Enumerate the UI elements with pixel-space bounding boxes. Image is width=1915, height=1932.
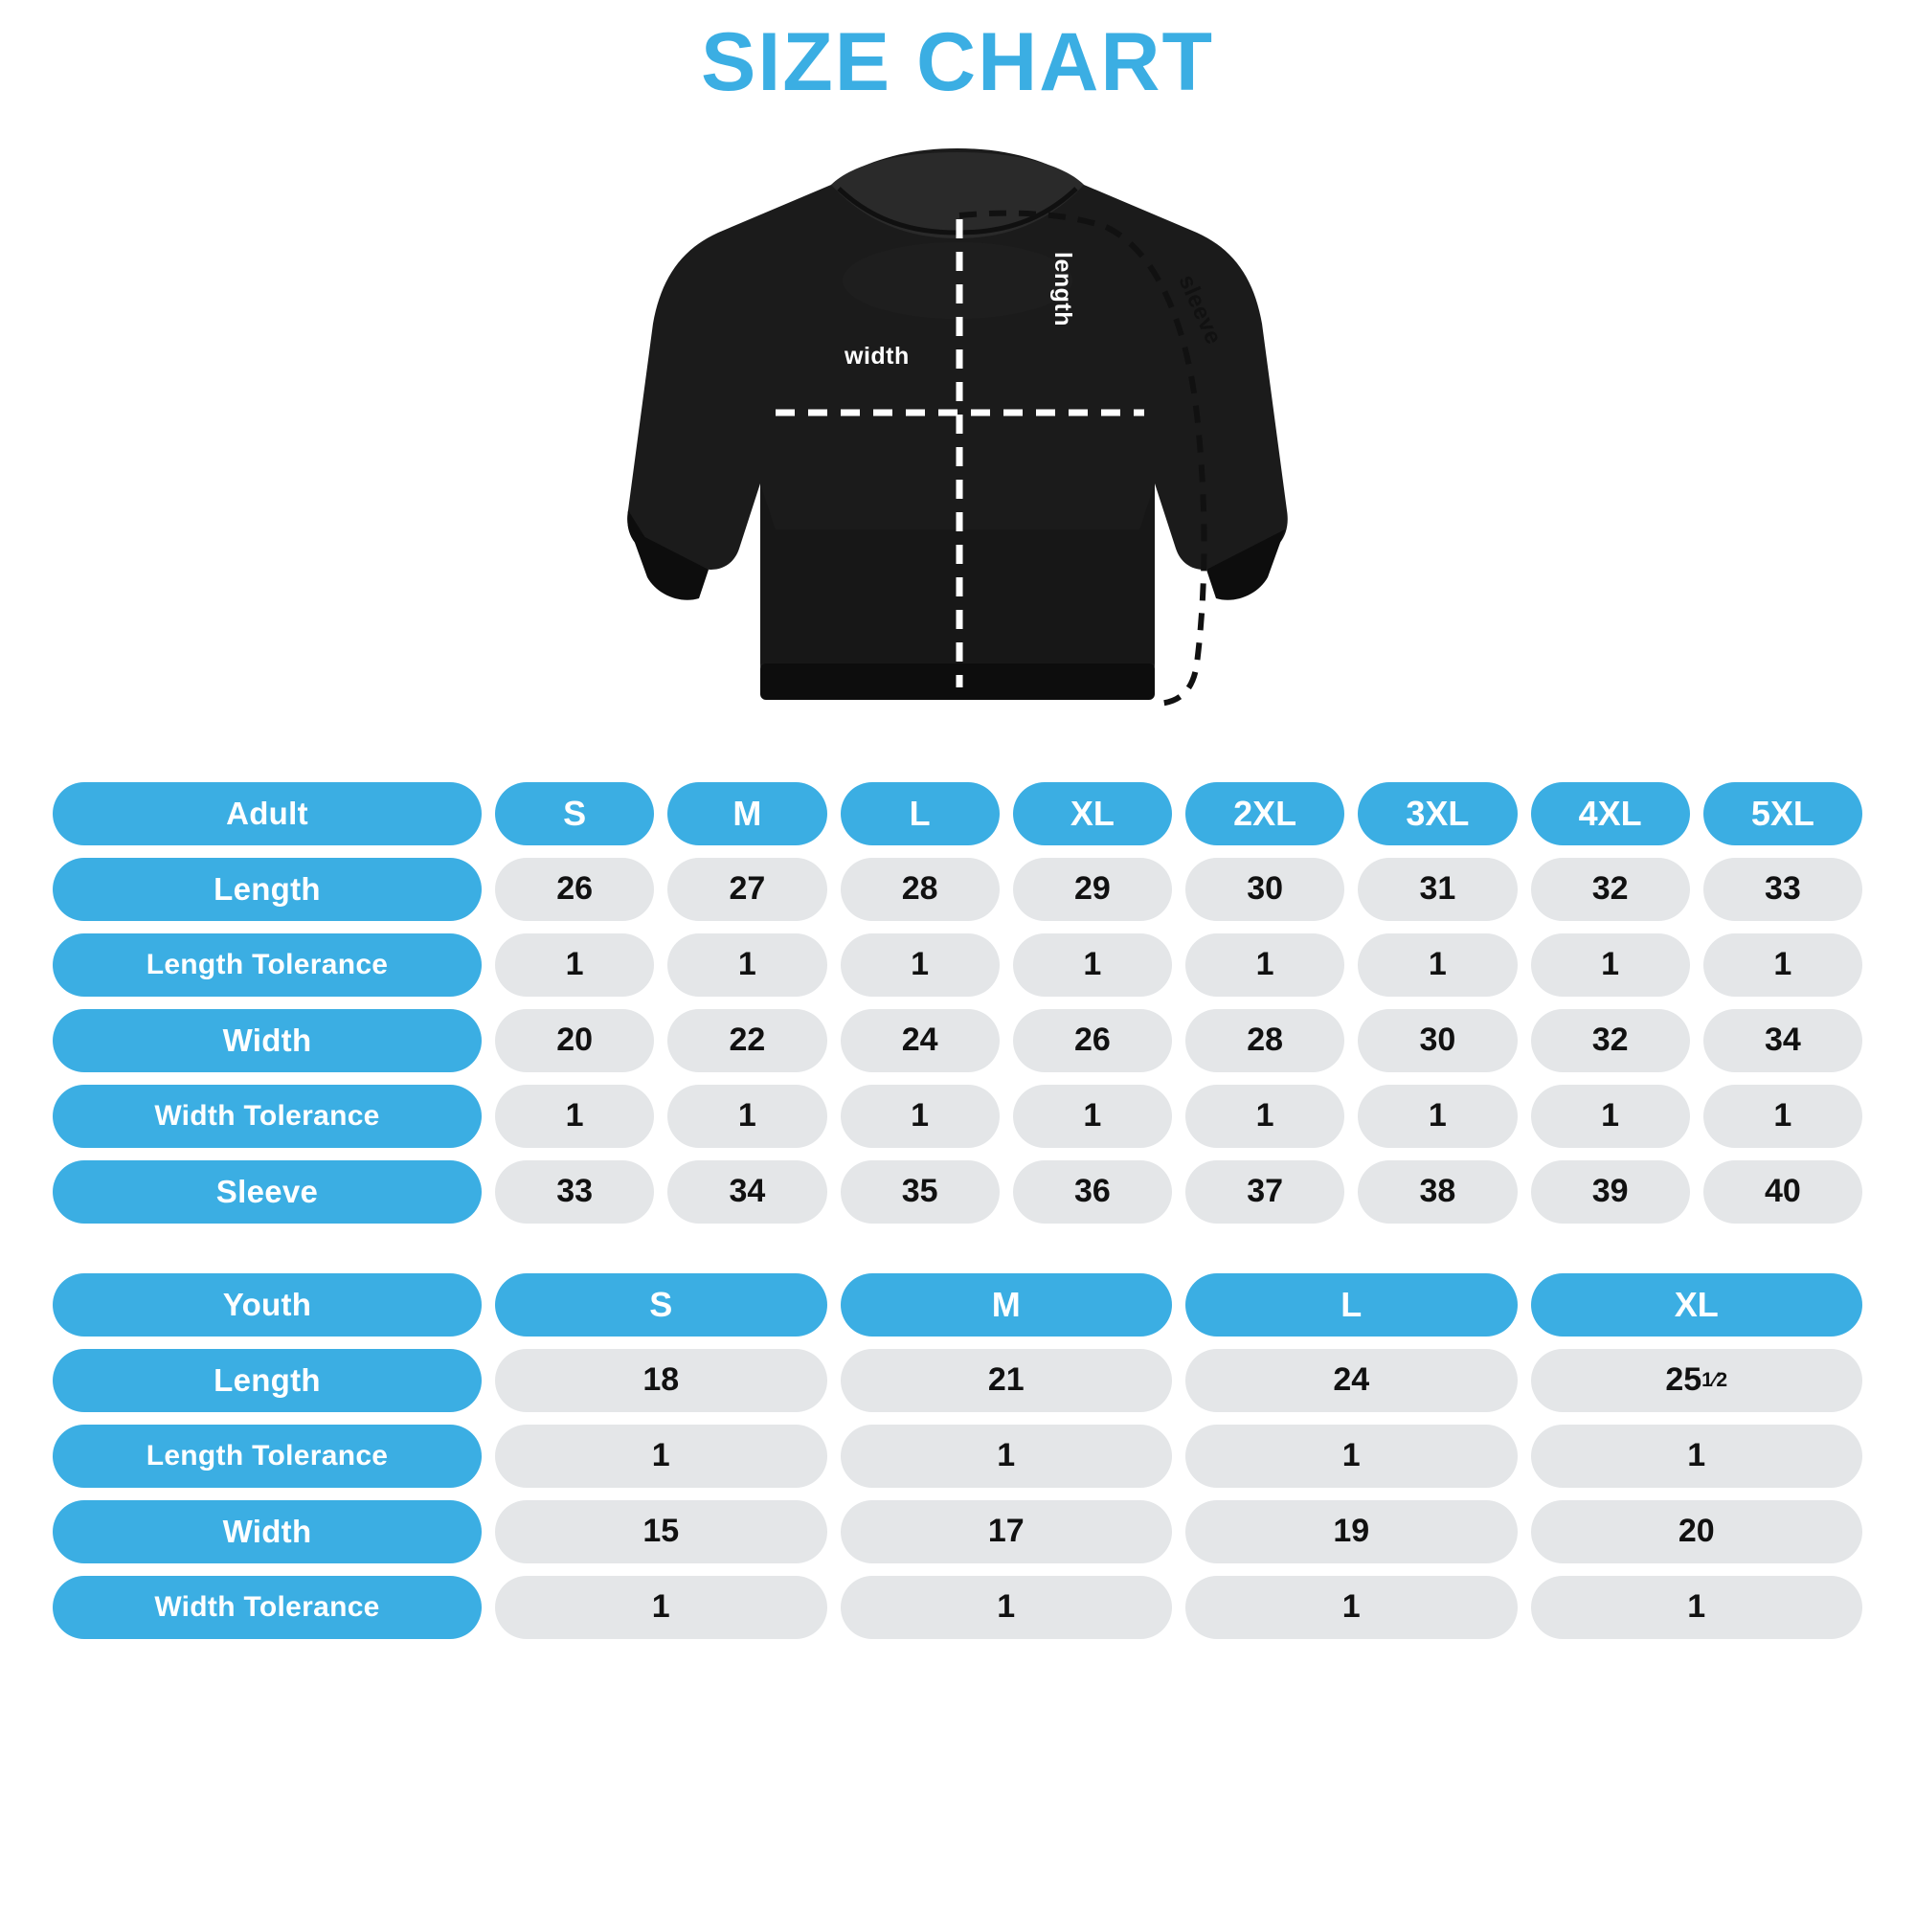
- row-label-length-tolerance: Length Tolerance: [53, 1425, 482, 1488]
- fraction-glyph: 1⁄2: [1701, 1369, 1728, 1392]
- cell-value: 19: [1185, 1500, 1518, 1563]
- youth-size-table: [53, 1273, 1862, 1639]
- row-values-width-tolerance: [495, 1085, 1862, 1148]
- cell-value: 1: [1531, 933, 1690, 997]
- cell-value: 22: [667, 1009, 826, 1072]
- size-header-l: L: [1185, 1273, 1518, 1337]
- cell-value: 30: [1185, 858, 1344, 921]
- row-label-length-tolerance: Length Tolerance: [53, 933, 482, 997]
- table-row: [53, 1349, 1862, 1412]
- cell-value: 26: [1013, 1009, 1172, 1072]
- cell-value: 1: [1185, 1085, 1344, 1148]
- row-label-length: Length: [53, 1349, 482, 1412]
- row-values-width: [495, 1500, 1862, 1563]
- row-label-sleeve: Sleeve: [53, 1160, 482, 1224]
- cell-value: 1: [1703, 1085, 1862, 1148]
- row-values-length-tolerance: [495, 933, 1862, 997]
- cell-value: 1: [841, 1425, 1173, 1488]
- cell-value: 32: [1531, 1009, 1690, 1072]
- adult-size-table: [53, 782, 1862, 1224]
- page-title: SIZE CHART: [701, 16, 1214, 108]
- cell-value: 1: [495, 933, 654, 997]
- cell-value: 17: [841, 1500, 1173, 1563]
- cell-value: 24: [841, 1009, 1000, 1072]
- cell-value: 1: [841, 1085, 1000, 1148]
- cell-value: 39: [1531, 1160, 1690, 1224]
- size-header-s: S: [495, 782, 654, 845]
- size-header-m: M: [841, 1273, 1173, 1337]
- youth-size-headers: [495, 1273, 1862, 1337]
- cell-value: 28: [841, 858, 1000, 921]
- cell-value: 1: [1531, 1425, 1863, 1488]
- cell-value: 1: [495, 1085, 654, 1148]
- table-row: [53, 1500, 1862, 1563]
- cell-value: 21: [841, 1349, 1173, 1412]
- row-label-width: Width: [53, 1009, 482, 1072]
- cell-value: 36: [1013, 1160, 1172, 1224]
- cell-value: 34: [1703, 1009, 1862, 1072]
- cell-value: 1: [1013, 933, 1172, 997]
- row-values-length-tolerance: [495, 1425, 1862, 1488]
- cell-value: 1: [667, 933, 826, 997]
- cell-value-fraction: 25 1⁄2: [1531, 1349, 1863, 1412]
- garment-illustration: [53, 108, 1862, 778]
- cell-value: 1: [1531, 1085, 1690, 1148]
- cell-value: 1: [1185, 1425, 1518, 1488]
- row-label-width-tolerance: Width Tolerance: [53, 1085, 482, 1148]
- cell-value: 1: [1185, 1576, 1518, 1639]
- row-label-width-tolerance: Width Tolerance: [53, 1576, 482, 1639]
- cell-value: 1: [1358, 933, 1517, 997]
- sweatshirt-svg: [622, 127, 1293, 759]
- cell-value: 1: [1703, 933, 1862, 997]
- row-values-width: [495, 1009, 1862, 1072]
- row-label-width: Width: [53, 1500, 482, 1563]
- cell-value: 1: [495, 1425, 827, 1488]
- cell-value: 28: [1185, 1009, 1344, 1072]
- cell-value: 1: [495, 1576, 827, 1639]
- cell-value: 29: [1013, 858, 1172, 921]
- size-header-s: S: [495, 1273, 827, 1337]
- cell-value: 15: [495, 1500, 827, 1563]
- row-values-length: [495, 1349, 1862, 1412]
- cell-value: 1: [667, 1085, 826, 1148]
- row-label-length: Length: [53, 858, 482, 921]
- cell-value: 26: [495, 858, 654, 921]
- size-header-l: L: [841, 782, 1000, 845]
- cell-value: 32: [1531, 858, 1690, 921]
- length-label: length: [1049, 251, 1076, 326]
- cell-value: 1: [841, 933, 1000, 997]
- size-header-4xl: 4XL: [1531, 782, 1690, 845]
- cell-value: 37: [1185, 1160, 1344, 1224]
- table-row: [53, 1160, 1862, 1224]
- cell-value: 34: [667, 1160, 826, 1224]
- table-row: [53, 933, 1862, 997]
- size-header-m: M: [667, 782, 826, 845]
- cell-value: 1: [1185, 933, 1344, 997]
- table-row: [53, 1009, 1862, 1072]
- cell-value: 40: [1703, 1160, 1862, 1224]
- table-row: [53, 858, 1862, 921]
- cell-value: 33: [495, 1160, 654, 1224]
- cell-value: 20: [495, 1009, 654, 1072]
- youth-header-label: Youth: [53, 1273, 482, 1337]
- size-header-xl: XL: [1013, 782, 1172, 845]
- size-chart-page: [0, 17, 1915, 1932]
- table-row: [53, 1576, 1862, 1639]
- cell-value: 27: [667, 858, 826, 921]
- table-header-row: [53, 1273, 1862, 1337]
- table-row: [53, 1085, 1862, 1148]
- table-row: [53, 1425, 1862, 1488]
- cell-value: 1: [841, 1576, 1173, 1639]
- table-header-row: [53, 782, 1862, 845]
- adult-size-headers: [495, 782, 1862, 845]
- cell-value: 1: [1531, 1576, 1863, 1639]
- cell-value: 24: [1185, 1349, 1518, 1412]
- cell-value: 1: [1358, 1085, 1517, 1148]
- size-header-xl: XL: [1531, 1273, 1863, 1337]
- cell-value: 38: [1358, 1160, 1517, 1224]
- row-values-width-tolerance: [495, 1576, 1862, 1639]
- cell-value: 1: [1013, 1085, 1172, 1148]
- size-header-3xl: 3XL: [1358, 782, 1517, 845]
- adult-header-label: Adult: [53, 782, 482, 845]
- cell-value: 18: [495, 1349, 827, 1412]
- cell-value: 33: [1703, 858, 1862, 921]
- size-header-5xl: 5XL: [1703, 782, 1862, 845]
- row-values-sleeve: [495, 1160, 1862, 1224]
- cell-value: 35: [841, 1160, 1000, 1224]
- cell-value: 30: [1358, 1009, 1517, 1072]
- sleeve-label: sleeve: [1173, 270, 1228, 348]
- row-values-length: [495, 858, 1862, 921]
- size-header-2xl: 2XL: [1185, 782, 1344, 845]
- cell-value: 31: [1358, 858, 1517, 921]
- cell-value: 20: [1531, 1500, 1863, 1563]
- sweatshirt-graphic: [622, 127, 1293, 759]
- width-label: width: [845, 342, 910, 370]
